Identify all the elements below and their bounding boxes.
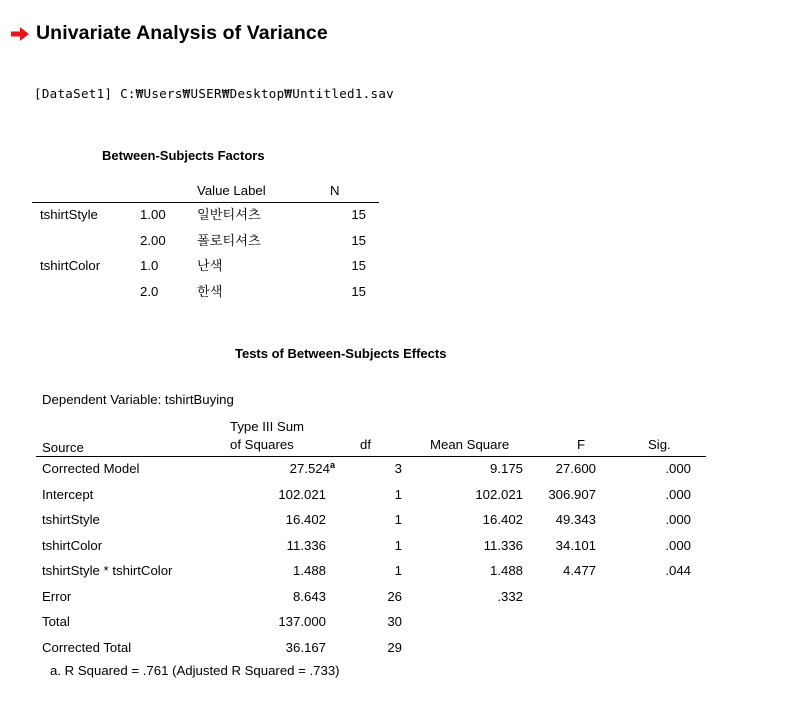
source-name: Intercept	[42, 486, 94, 502]
col-header-ss-line1: Type III Sum	[230, 419, 305, 434]
footnote: a. R Squared = .761 (Adjusted R Squared = .733)	[50, 663, 340, 678]
f-value: 49.343	[555, 512, 596, 527]
source-name: Total	[42, 614, 70, 629]
df-value: 26	[387, 588, 402, 604]
sig-value: .000	[665, 512, 691, 527]
mean-square: 9.175	[489, 461, 523, 476]
df-value: 3	[394, 461, 402, 476]
type3-ss: 1.488	[292, 563, 326, 578]
dataset-path: [DataSet1] C:₩Users₩USER₩Desktop₩Untitled1.sav	[34, 86, 394, 101]
mean-square: 11.336	[483, 537, 523, 553]
col-header-ss-line2: of Squares	[230, 437, 294, 452]
f-value: 34.101	[555, 537, 596, 553]
type3-ss: 27.524$^a$	[289, 460, 335, 476]
red-arrow-icon	[10, 26, 30, 42]
source-name: Corrected Model	[42, 461, 140, 476]
f-value: 4.477	[562, 563, 596, 578]
mean-square: 102.021	[475, 486, 523, 502]
factor-value: 1.0	[140, 258, 159, 273]
sig-value: .000	[665, 486, 691, 502]
mean-square: .332	[497, 588, 523, 604]
footnote-marker: a	[329, 460, 335, 470]
header-divider	[36, 456, 706, 457]
type3-ss: 11.336	[286, 537, 326, 553]
factor-name: tshirtColor	[40, 258, 101, 273]
col-header-df: df	[360, 437, 371, 452]
col-header-f: F	[577, 437, 586, 452]
factor-n: 15	[351, 232, 366, 248]
factor-value: 2.0	[140, 283, 159, 299]
source-name: tshirtColor	[42, 537, 103, 553]
type3-ss: 16.402	[285, 512, 326, 527]
value-label: 폴로티셔츠	[197, 232, 261, 248]
sig-value: .044	[665, 563, 691, 578]
col-header-mean-square: Mean Square	[430, 437, 510, 452]
factor-n: 15	[351, 283, 366, 299]
col-header-value-label: Value Label	[197, 183, 266, 198]
value-label: 일반티셔츠	[197, 207, 261, 222]
sig-value: .000	[665, 461, 691, 476]
df-value: 30	[387, 614, 402, 629]
df-value: 1	[394, 537, 402, 553]
factor-value: 1.00	[140, 207, 166, 222]
mean-square: 1.488	[489, 563, 523, 578]
col-header-sig: Sig.	[648, 437, 671, 452]
df-value: 29	[387, 639, 402, 655]
factor-value: 2.00	[140, 232, 166, 248]
source-name: Corrected Total	[42, 639, 132, 655]
source-name: tshirtStyle	[42, 512, 100, 527]
type3-ss: 36.167	[285, 639, 326, 655]
type3-ss: 137.000	[278, 614, 326, 629]
df-value: 1	[394, 563, 402, 578]
type3-ss: 102.021	[278, 486, 326, 502]
df-value: 1	[394, 512, 402, 527]
factor-name: tshirtStyle	[40, 207, 98, 222]
header-divider	[32, 202, 379, 203]
type3-ss: 8.643	[292, 588, 326, 604]
f-value: 306.907	[548, 486, 596, 502]
value-label: 난색	[197, 258, 223, 273]
effects-title: Tests of Between-Subjects Effects	[235, 346, 447, 361]
source-name: Error	[42, 588, 72, 604]
factor-n: 15	[351, 207, 366, 222]
mean-square: 16.402	[482, 512, 523, 527]
col-header-source: Source	[42, 440, 84, 455]
value-label: 한색	[197, 283, 223, 299]
df-value: 1	[394, 486, 402, 502]
source-name: tshirtStyle * tshirtColor	[42, 563, 173, 578]
dependent-variable: Dependent Variable: tshirtBuying	[42, 392, 234, 407]
page-title: Univariate Analysis of Variance	[36, 22, 328, 44]
col-header-n: N	[330, 183, 340, 198]
f-value: 27.600	[555, 461, 596, 476]
between-subjects-title: Between-Subjects Factors	[102, 148, 265, 163]
factor-n: 15	[351, 258, 366, 273]
output-heading	[10, 22, 328, 45]
sig-value: .000	[665, 537, 691, 553]
